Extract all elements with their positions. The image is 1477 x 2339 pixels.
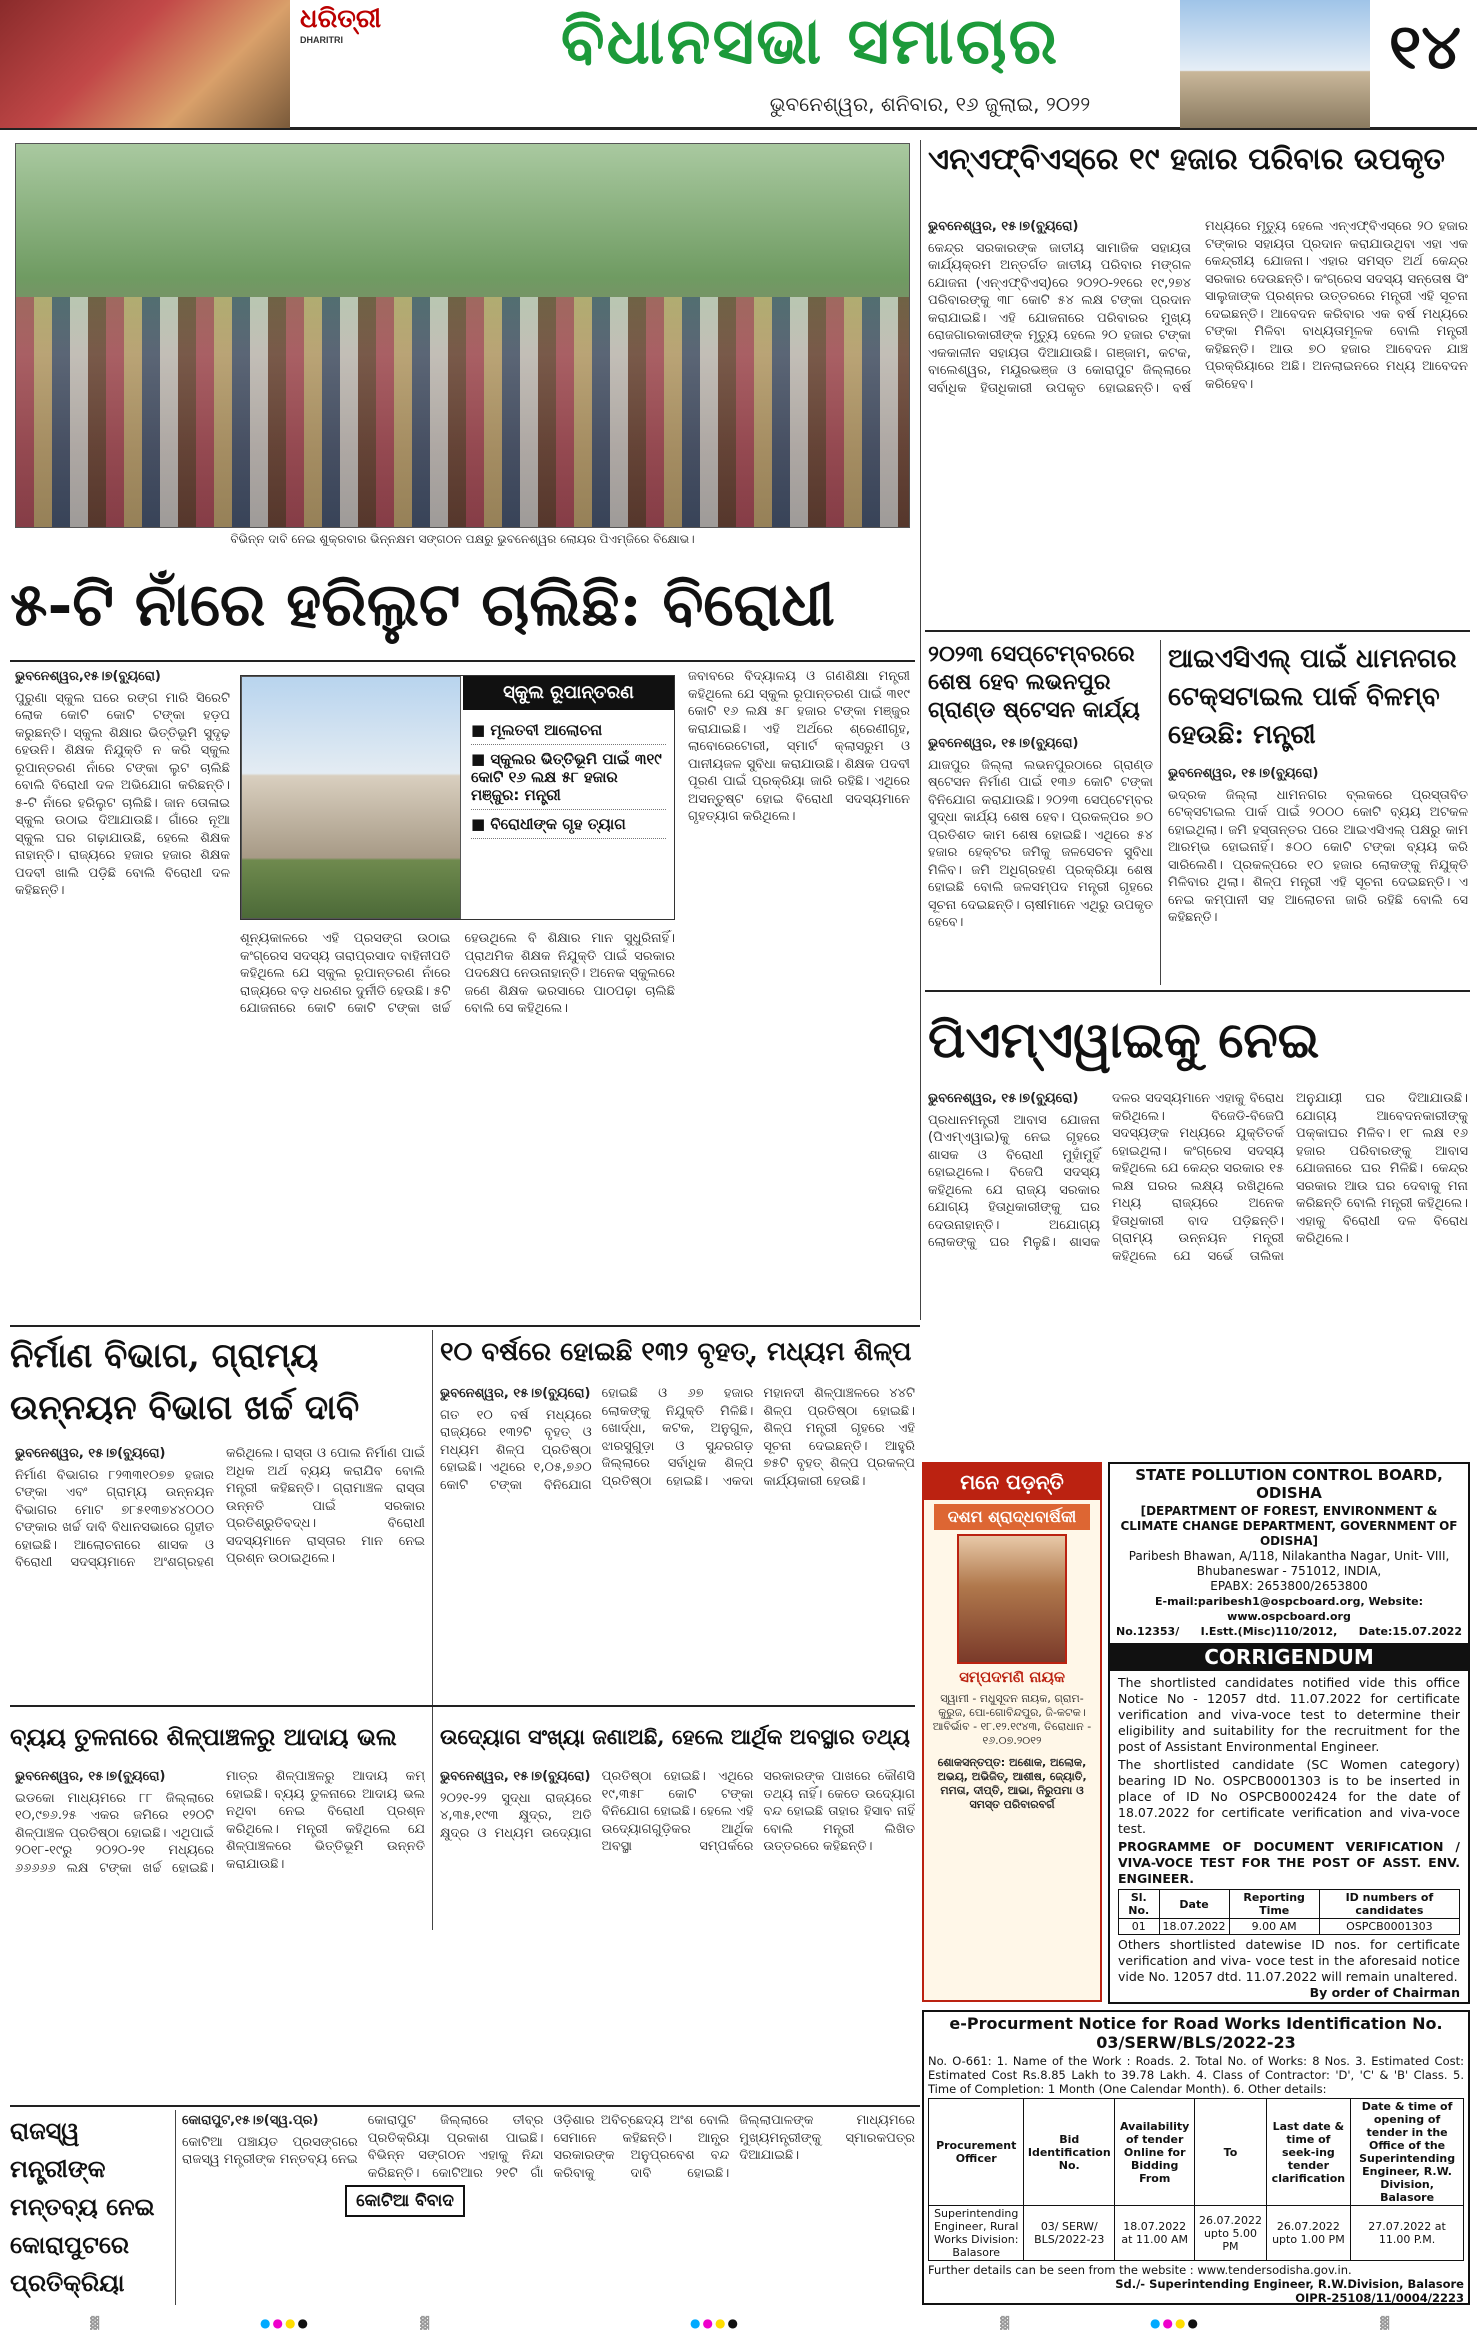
spcb-ref-no: No.12353/ <box>1116 1625 1180 1638</box>
registration-dots: ●●●● <box>260 2316 310 2330</box>
registration-mark: ▓ <box>90 2316 102 2330</box>
spcb-body-1: The shortlisted candidates notified vide this office Notice No - 12057 dtd. 11.07.2022 for certificate verification and viva-voce test to determine their eligibility and suitability for the recruitment for the post of Assistant Environmental Engineer. <box>1118 1675 1460 1754</box>
tender-title: e-Procurment Notice for Road Works Identification No. 03/SERW/BLS/2022-23 <box>949 2014 1443 2052</box>
table-row <box>1119 1919 1460 1935</box>
info-box-list <box>463 710 674 845</box>
info-box-item: ■ ମୂଲତବୀ ଆଲୋଚନା <box>471 716 666 745</box>
memorial-mourners: ଶୋକସନ୍ତପ୍ତ: ଅଶୋକ, ଅଲୋକ, ଅଭୟ, ଅଭିଜିତ୍, ଆଶୀଷ, ଜ୍ୟୋତି, ମମତା, ଦୀପ୍ତି, ଆଭା, ନିରୁପମା ଓ ସମସ୍ତ ପରିବାରବର୍ଗ <box>937 1756 1087 1811</box>
photo-caption: ବିଭିନ୍ନ ଦାବି ନେଇ ଶୁକ୍ରବାର ଭିନ୍ନକ୍ଷମ ସଙ୍ଗଠନ ପକ୍ଷରୁ ଭୁବନେଶ୍ୱର ଲୋୟର ପିଏମ୍‌ଜିରେ ବିକ୍ଷୋଭ। <box>230 532 695 546</box>
pmay-headline: ପିଏମ୍‌ଏୱାଇକୁ ନେଇ <box>928 1010 1320 1069</box>
memorial-ad <box>922 1462 1102 2002</box>
koraput-dateline: କୋରାପୁଟ,୧୫।୭(ସ୍ୱ.ପ୍ର) <box>182 2113 319 2128</box>
kotia-label-box <box>345 2185 465 2217</box>
spcb-schedule-table <box>1118 1889 1460 1935</box>
tender-code: OIPR-25108/11/0004/2223 <box>1295 2291 1464 2305</box>
nirman-article <box>15 1445 425 1700</box>
udyog-dateline: ଭୁବନେଶ୍ୱର, ୧୫।୭(ବ୍ୟୁରୋ) <box>440 1769 591 1784</box>
table-header: ID numbers of candidates <box>1319 1890 1459 1919</box>
pmay-body-1: ପ୍ରଧାନମନ୍ତ୍ରୀ ଆବାସ ଯୋଜନା (ପିଏମ୍‌ଏୱାଇ)କୁ ନେଇ ଗୃହରେ ଶାସକ ଓ ବିରୋଧୀ ମୁହାଁମୁହିଁ ହୋଇଥିଲେ। ବିଜେପି ସଦସ୍ୟ କହିଥିଲେ ଯେ ରାଜ୍ୟ ସରକାର ଯୋଗ୍ୟ ହିତାଧିକାରୀଙ୍କୁ ଘର ଦେଉନାହାନ୍ତି। ଅଯୋଗ୍ୟ ଲୋକଙ୍କୁ ଘର ମିଳୁଛି। ଶାସକ ଦଳର ସଦସ୍ୟମାନେ ଏହାକୁ ବିରୋଧ କରିଥିଲେ। <box>928 1091 1284 1250</box>
lift-body: ଯାଜପୁର ଜିଲ୍ଲା ଲଭନପୁରଠାରେ ଗ୍ରାଣ୍ଡ ଷ୍ଟେସନ ନିର୍ମାଣ ପାଇଁ ୧୩୬ କୋଟି ଟଙ୍କା ବିନିଯୋଗ କରାଯାଉଛି। ୨୦୨୩ ସେପ୍ଟେମ୍ବର ସୁଦ୍ଧା କାର୍ଯ୍ୟ ଶେଷ ହେବ। ପ୍ରକଳ୍ପର ୭୦ ପ୍ରତିଶତ କାମ ଶେଷ ହୋଇଛି। ଏଥିରେ ୫୪ ହଜାର ହେକ୍ଟର ଜମିକୁ ଜଳସେଚନ ସୁବିଧା ମିଳିବ। ଜମି ଅଧିଗ୍ରହଣ ପ୍ରକ୍ରିୟା ଶେଷ ହୋଇଛି ବୋଲି ଜଳସମ୍ପଦ ମନ୍ତ୍ରୀ ଗୃହରେ ସୂଚନା ଦେଇଛନ୍ତି। ଚାଷୀମାନେ ଏଥିରୁ ଉପକୃତ ହେବେ। <box>928 757 1153 930</box>
nirman-dateline: ଭୁବନେଶ୍ୱର, ୧୫।୭(ବ୍ୟୁରୋ) <box>15 1446 166 1461</box>
spcb-ref-date: Date:15.07.2022 <box>1358 1625 1462 1638</box>
table-cell: 03/ SERW/ BLS/2022-23 <box>1024 2206 1115 2261</box>
revenue-article <box>15 1768 425 2098</box>
koraput-body: କୋଟିଆ ପଞ୍ଚାୟତ ପ୍ରସଙ୍ଗରେ ରାଜସ୍ୱ ମନ୍ତ୍ରୀଙ୍କ ମନ୍ତବ୍ୟ ନେଇ କୋରାପୁଟ ଜିଲ୍ଲାରେ ତୀବ୍ର ପ୍ରତିକ୍ରିୟା ପ୍ରକାଶ ପାଇଛି। ବିଭିନ୍ନ ସଙ୍ଗଠନ ଏହାକୁ ନିନ୍ଦା କରିଛନ୍ତି। କୋଟିଆର ୨୧ଟି ଗାଁ ଓଡ଼ିଶାର ଅବିଚ୍ଛେଦ୍ୟ ଅଂଶ ବୋଲି ସେମାନେ କହିଛନ୍ତି। ଆନ୍ଧ୍ର ସରକାରଙ୍କ ଅନୁପ୍ରବେଶ ବନ୍ଦ କରିବାକୁ ଦାବି ହୋଇଛି। ଜିଲ୍ଲାପାଳଙ୍କ ମାଧ୍ୟମରେ ମୁଖ୍ୟମନ୍ତ୍ରୀଙ୍କୁ ସ୍ମାରକପତ୍ର ଦିଆଯାଇଛି। <box>182 2113 915 2181</box>
koraput-article <box>182 2112 915 2302</box>
lift-article <box>928 735 1153 980</box>
dateline: ଭୁବନେଶ୍ୱର, ଶନିବାର, ୧୬ ଜୁଲାଇ, ୨୦୨୨ <box>769 92 1091 116</box>
industry-dateline: ଭୁବନେଶ୍ୱର, ୧୫।୭(ବ୍ୟୁରୋ) <box>440 1386 591 1401</box>
table-cell: 27.07.2022 at 11.00 P.M. <box>1351 2206 1464 2261</box>
revenue-dateline: ଭୁବନେଶ୍ୱର, ୧୫।୭(ବ୍ୟୁରୋ) <box>15 1769 166 1784</box>
registration-mark: ▓ <box>420 2316 432 2330</box>
table-cell: 01 <box>1119 1919 1160 1935</box>
section-title: ବିଧାନସଭା ସମାଚାର <box>560 4 1060 79</box>
table-cell: Superintending Engineer, Rural Works Division: Balasore <box>929 2206 1024 2261</box>
udyog-body: ୨୦୨୧-୨୨ ସୁଦ୍ଧା ରାଜ୍ୟରେ ୪,୩୫,୧୯୩ କ୍ଷୁଦ୍ର, ଅତି କ୍ଷୁଦ୍ର ଓ ମଧ୍ୟମ ଉଦ୍ୟୋଗ ପ୍ରତିଷ୍ଠା ହୋଇଛି। ଏଥିରେ ୧୯,୩୫୮ କୋଟି ଟଙ୍କା ବିନିଯୋଗ ହୋଇଛି। ହେଲେ ଏହି ଉଦ୍ୟୋଗଗୁଡ଼ିକର ଆର୍ଥିକ ଅବସ୍ଥା ସମ୍ପର୍କରେ ସରକାରଙ୍କ ପାଖରେ କୌଣସି ତଥ୍ୟ ନାହିଁ। କେତେ ଉଦ୍ୟୋଗ ବନ୍ଦ ହୋଇଛି ତାହାର ହିସାବ ନାହିଁ ବୋଲି ମନ୍ତ୍ରୀ ଲିଖିତ ଉତ୍ତରରେ କହିଛନ୍ତି। <box>440 1769 915 1854</box>
memorial-occasion: ଦଶମ ଶ୍ରାଦ୍ଧବାର୍ଷିକୀ <box>934 1504 1090 1530</box>
industry-body: ଗତ ୧୦ ବର୍ଷ ମଧ୍ୟରେ ରାଜ୍ୟରେ ୧୩୨ଟି ବୃହତ୍ ଓ ମଧ୍ୟମ ଶିଳ୍ପ ପ୍ରତିଷ୍ଠା ହୋଇଛି। ଏଥିରେ ୧,୦୫,୭୬୦ କୋଟି ଟଙ୍କା ବିନିଯୋଗ ହୋଇଛି ଓ ୬୭ ହଜାର ଲୋକଙ୍କୁ ନିଯୁକ୍ତି ମିଳିଛି। ଖୋର୍ଦ୍ଧା, କଟକ, ଅନୁଗୁଳ, ଝାରସୁଗୁଡ଼ା ଓ ସୁନ୍ଦରଗଡ଼ ଜିଲ୍ଲାରେ ସର୍ବାଧିକ ଶିଳ୍ପ ପ୍ରତିଷ୍ଠା ହୋଇଛି। ଏକଦା ମହାନଦୀ ଶିଳ୍ପାଞ୍ଚଳରେ ୪୪ଟି ଶିଳ୍ପ ପ୍ରତିଷ୍ଠା ହୋଇଛି। ଶିଳ୍ପ ମନ୍ତ୍ରୀ ଗୃହରେ ଏହି ସୂଚନା ଦେଇଛନ୍ତି। ଆହୁରି ୭୫ଟି ବୃହତ୍ ଶିଳ୍ପ ପ୍ରକଳ୍ପ କାର୍ଯ୍ୟକାରୀ ହେଉଛି। <box>440 1386 915 1493</box>
industry-headline: ୧୦ ବର୍ଷରେ ହୋଇଛି ୧୩୨ ବୃହତ୍, ମଧ୍ୟମ ଶିଳ୍ପ <box>440 1337 912 1367</box>
logo-text: ଧରିତ୍ରୀ <box>300 4 382 34</box>
tender-sign: Sd./- Superintending Engineer, R.W.Division, Balasore <box>1115 2277 1464 2291</box>
table-header: Procurement Officer <box>929 2099 1024 2206</box>
spcb-sign-2 <box>1110 2001 1468 2004</box>
pmay-article <box>928 1090 1468 1455</box>
table-cell: 18.07.2022 <box>1159 1919 1229 1935</box>
spcb-ref <box>1110 1624 1468 1639</box>
table-header: Last date & time of seek-ing tender clarification <box>1266 2099 1351 2206</box>
registration-mark: ▓ <box>1380 2316 1392 2330</box>
nfbs-body-2: ବର୍ଷ ମଧ୍ୟରେ ମୃତ୍ୟୁ ହେଲେ ଏନ୍‌ଏଫ୍‌ବିଏସ୍‌ରେ ୨୦ ହଜାର ଟଙ୍କାର ସହାୟତା ପ୍ରଦାନ କରାଯାଉଥିବା ଏହା ଏକ କେନ୍ଦ୍ରୀୟ ଯୋଜନା। ଏହାର ସମସ୍ତ ଅର୍ଥ କେନ୍ଦ୍ର ସରକାର ଦେଉଛନ୍ତି। କଂଗ୍ରେସ ସଦସ୍ୟ ସନ୍ତୋଷ ସିଂ ସାଲୁଜାଙ୍କ ପ୍ରଶ୍ନର ଉତ୍ତରରେ ମନ୍ତ୍ରୀ ଏହି ସୂଚନା ଦେଇଛନ୍ତି। ଆବେଦନ କରିବାର ଏକ ବର୍ଷ ମଧ୍ୟରେ ଟଙ୍କା ମିଳିବା ବାଧ୍ୟତାମୂଳକ ବୋଲି ମନ୍ତ୍ରୀ କହିଛନ୍ତି। ଆଉ ୭୦ ହଜାର ଆବେଦନ ଯାଞ୍ଚ ପ୍ରକ୍ରିୟାରେ ଅଛି। ଅନଲାଇନରେ ମଧ୍ୟ ଆବେଦନ କରିହେବ। <box>1172 219 1468 396</box>
textile-headline: ଆଇଏସିଏଲ୍ ପାଇଁ ଧାମନଗର ଟେକ୍ସଟାଇଲ ପାର୍କ ବିଳମ୍ବ ହେଉଛି: ମନ୍ତ୍ରୀ <box>1168 644 1457 750</box>
table-header: Reporting Time <box>1229 1890 1319 1919</box>
spcb-dept: [DEPARTMENT OF FOREST, ENVIRONMENT & CLIMATE CHANGE DEPARTMENT, GOVERNMENT OF ODISHA] <box>1120 1504 1458 1548</box>
page-number: ୧୪ <box>1388 10 1462 83</box>
spcb-sign-1: By order of Chairman <box>1309 1985 1460 2000</box>
memorial-details: ସ୍ୱାମୀ - ମଧୁସୂଦନ ନାୟକ, ଗ୍ରାମ-କୁରୁଜ, ପୋ-ଗୋବିନ୍ଦପୁର, ଜି-କଟକ। ଆବିର୍ଭାବ - ୧୮.୧୨.୧୯୪୩, ତିରୋଧାନ - ୧୬.୦୭.୨୦୧୨ <box>932 1692 1092 1747</box>
lead-article-col3 <box>688 668 910 1318</box>
revenue-headline: ବ୍ୟୟ ତୁଳନାରେ ଶିଳ୍ପାଞ୍ଚଳରୁ ଆଦାୟ ଭଲ <box>10 1722 397 1751</box>
corrigendum-title: CORRIGENDUM <box>1110 1643 1468 1671</box>
table-cell: 9.00 AM <box>1229 1919 1319 1935</box>
spcb-corrigendum-ad <box>1108 1462 1470 2004</box>
nfbs-dateline: ଭୁବନେଶ୍ୱର, ୧୫।୭(ବ୍ୟୁରୋ) <box>928 219 1079 234</box>
registration-dots: ●●●● <box>690 2316 740 2330</box>
spcb-programme-title: PROGRAMME OF DOCUMENT VERIFICATION / VIVA-VOCE TEST FOR THE POST OF ASST. ENV. ENGINEER. <box>1118 1839 1460 1886</box>
nirman-headline: ନିର୍ମାଣ ବିଭାଗ, ଗ୍ରାମ୍ୟ ଉନ୍ନୟନ ବିଭାଗ ଖର୍ଚ୍ଚ ଦାବି <box>10 1336 360 1428</box>
masthead <box>0 0 1477 130</box>
spcb-email: E-mail:paribesh1@ospcboard.org, Website: www.ospcboard.org <box>1155 1595 1423 1623</box>
kotia-label: କୋଟିଆ ବିବାଦ <box>356 2191 454 2211</box>
lead-body-2: ଶୂନ୍ୟକାଳରେ ଏହି ପ୍ରସଙ୍ଗ ଉଠାଇ କଂଗ୍ରେସ ସଦସ୍ୟ ତାରାପ୍ରସାଦ ବାହିନୀପତି କହିଥିଲେ ଯେ ସ୍କୁଲ ରୂପାନ୍ତରଣ ନାଁରେ ରାଜ୍ୟରେ ବଡ଼ ଧରଣର ଦୁର୍ନୀତି ହେଉଛି। ୫ଟି ଯୋଜନାରେ କୋଟି କୋଟି ଟଙ୍କା ଖର୍ଚ୍ଚ ହେଉଥିଲେ ବି ଶିକ୍ଷାର ମାନ ସୁଧୁରିନାହିଁ। ପ୍ରାଥମିକ ଶିକ୍ଷକ ନିଯୁକ୍ତି ପାଇଁ ସରକାର ପଦକ୍ଷେପ ନେଉନାହାନ୍ତି। ଅନେକ ସ୍କୁଲରେ ଜଣେ ଶିକ୍ଷକ ଭରସାରେ ପାଠପଢ଼ା ଚାଲିଛି ବୋଲି ସେ କହିଥିଲେ। <box>240 931 675 1016</box>
textile-body: ଭଦ୍ରକ ଜିଲ୍ଲା ଧାମନଗର ବ୍ଲକରେ ପ୍ରସ୍ତାବିତ ଟେକ୍ସଟାଇଲ ପାର୍କ ପାଇଁ ୨୦୦୦ କୋଟି ବ୍ୟୟ ଅଟକଳ ହୋଇଥିଲା। ଜମି ହସ୍ତାନ୍ତର ପରେ ଆଇଏସିଏଲ୍ ପକ୍ଷରୁ କାମ ଆରମ୍ଭ ହୋଇନାହିଁ। ୫୦୦ କୋଟି ଟଙ୍କା ବ୍ୟୟ କରି ସାରିଲେଣି। ପ୍ରକଳ୍ପରେ ୧୦ ହଜାର ଲୋକଙ୍କୁ ନିଯୁକ୍ତି ମିଳିବାର ଥିଲା। ଶିଳ୍ପ ମନ୍ତ୍ରୀ ଏହି ସୂଚନା ଦେଇଛନ୍ତି। ଏ ନେଇ କମ୍ପାନୀ ସହ ଆଲୋଚନା ଜାରି ରହିଛି ବୋଲି ସେ କହିଛନ୍ତି। <box>1168 787 1468 925</box>
assembly-building-photo <box>1180 0 1370 128</box>
revenue-body: ଇଡକୋ ମାଧ୍ୟମରେ ୮୮ ଜିଲ୍ଲାରେ ୧୦,୯୭୬.୨୫ ଏକର ଜମିରେ ୧୨୦ଟି ଶିଳ୍ପାଞ୍ଚଳ ପ୍ରତିଷ୍ଠା ହୋଇଛି। ଏଥିପାଇଁ ୨୦୧୮-୧୯ରୁ ୨୦୨୦-୨୧ ମଧ୍ୟରେ ୬୬୬୬୬ ଲକ୍ଷ ଟଙ୍କା ଖର୍ଚ୍ଚ ହୋଇଛି। ମାତ୍ର ଶିଳ୍ପାଞ୍ଚଳରୁ ଆଦାୟ କମ୍ ହୋଇଛି। ବ୍ୟୟ ତୁଳନାରେ ଆଦାୟ ଭଲ ନଥିବା ନେଇ ବିରୋଧୀ ପ୍ରଶ୍ନ କରିଥିଲେ। ମନ୍ତ୍ରୀ କହିଥିଲେ ଯେ ଶିଳ୍ପାଞ୍ଚଳରେ ଭିତ୍ତିଭୂମି ଉନ୍ନତି କରାଯାଉଛି। <box>15 1769 425 1876</box>
spcb-epabx: EPABX: 2653800/2653800 <box>1210 1579 1368 1593</box>
protest-photo <box>15 143 910 528</box>
lead-body-1: ପୁରୁଣା ସ୍କୁଲ ଘରେ ରଙ୍ଗ ମାରି ସିରେଟି ଲୋକ କୋଟି କୋଟି ଟଙ୍କା ହଡ଼ପ କରୁଛନ୍ତି। ସ୍କୁଲ ଶିକ୍ଷାର ଭିତ୍ତିଭୂମି ସୁଦୃଢ଼ ହେଉନି। ଶିକ୍ଷକ ନିଯୁକ୍ତି ନ କରି ସ୍କୁଲ ରୂପାନ୍ତରଣ ନାଁରେ ଟଙ୍କା ଲୁଟ ଚାଲିଛି ବୋଲି ବିରୋଧୀ ଦଳ ଅଭିଯୋଗ କରିଛନ୍ତି। ୫-ଟି ନାଁରେ ହରିଲୁଟ ଚାଲିଛି। ଜାନ ତୋଳାଇ ସ୍କୁଲ ଉଠାଇ ଦିଆଯାଉଛି। ଗାଁରେ ନୂଆ ସ୍କୁଲ ଘର ଗଢ଼ାଯାଉଛି, ହେଲେ ଶିକ୍ଷକ ନାହାନ୍ତି। ରାଜ୍ୟରେ ହଜାର ହଜାର ଶିକ୍ଷକ ପଦବୀ ଖାଲି ପଡ଼ିଛି ବୋଲି ବିରୋଧୀ ଦଳ କହିଛନ୍ତି। <box>15 690 230 898</box>
table-header: To <box>1195 2099 1266 2206</box>
info-box-item: ■ ବିରୋଧୀଙ୍କ ଗୃହ ତ୍ୟାଗ <box>471 810 666 839</box>
registration-dots: ●●●● <box>1150 2316 1200 2330</box>
table-cell: 18.07.2022 at 11.00 AM <box>1115 2206 1195 2261</box>
spcb-body-3: Others shortlisted datewise ID nos. for certificate verification and viva- voce test in the aforesaid notice vide No. 12057 dtd. 11.07.2022 will remain unaltered. <box>1118 1937 1460 1984</box>
textile-dateline: ଭୁବନେଶ୍ୱର, ୧୫।୭(ବ୍ୟୁରୋ) <box>1168 766 1319 781</box>
pmay-dateline: ଭୁବନେଶ୍ୱର, ୧୫।୭(ବ୍ୟୁରୋ) <box>928 1091 1079 1106</box>
spcb-body-2: The shortlisted candidate (SC Women category) bearing ID No. OSPCB0001303 is to be inserted in place of ID No OSPCB0002424 for the date of 18.07.2022 for certificate verification and viva-voce test. <box>1118 1757 1460 1836</box>
nfbs-body-1: କେନ୍ଦ୍ର ସରକାରଙ୍କ ଜାତୀୟ ସାମାଜିକ ସହାୟତା କାର୍ଯ୍ୟକ୍ରମ ଅନ୍ତର୍ଗତ ଜାତୀୟ ପରିବାର ମଙ୍ଗଳ ଯୋଜନା (ଏନ୍‌ଏଫ୍‌ବିଏସ୍)ରେ ୨୦୨୦-୨୧ରେ ୧୯,୨୭୪ ପରିବାରଙ୍କୁ ୩୮ କୋଟି ୫୪ ଲକ୍ଷ ଟଙ୍କା ପ୍ରଦାନ କରାଯାଇଛି। ଏହି ଯୋଜନାରେ ପରିବାରର ମୁଖ୍ୟ ରୋଜଗାରକାରୀଙ୍କ ମୃତ୍ୟୁ ହେଲେ ୨୦ ହଜାର ଟଙ୍କା ଏକକାଳୀନ ସହାୟତା ଦିଆଯାଉଛି। ଗଞ୍ଜାମ, କଟକ, ବାଲେଶ୍ୱର, ମୟୂରଭଞ୍ଜ ଓ କୋରାପୁଟ ଜିଲ୍ଲାରେ ସର୍ବାଧିକ ହିତାଧିକାରୀ ଉପକୃତ ହୋଇଛନ୍ତି। <box>928 240 1191 396</box>
lead-dateline: ଭୁବନେଶ୍ୱର,୧୫।୭(ବ୍ୟୁରୋ) <box>15 669 161 684</box>
tender-table <box>928 2098 1464 2261</box>
nfbs-article <box>928 218 1468 623</box>
lead-article-col2 <box>240 930 675 1320</box>
assembly-photo <box>0 0 290 128</box>
table-row <box>929 2206 1464 2261</box>
lead-body-3: ଜବାବରେ ବିଦ୍ୟାଳୟ ଓ ଗଣଶିକ୍ଷା ମନ୍ତ୍ରୀ କହିଥିଲେ ଯେ ସ୍କୁଲ ରୂପାନ୍ତରଣ ପାଇଁ ୩୧୯ କୋଟି ୧୬ ଲକ୍ଷ ୫୮ ହଜାର ଟଙ୍କା ମଞ୍ଜୁର କରାଯାଇଛି। ଏହି ଅର୍ଥରେ ଶ୍ରେଣୀଗୃହ, ଲାବୋରେଟୋରୀ, ସ୍ମାର୍ଟ କ୍ଲାସରୁମ ଓ ପାନୀୟଜଳ ସୁବିଧା କରାଯାଉଛି। ଶିକ୍ଷକ ପଦବୀ ପୂରଣ ପାଇଁ ପ୍ରକ୍ରିୟା ଜାରି ରହିଛି। ଏଥିରେ ଅସନ୍ତୁଷ୍ଟ ହୋଇ ବିରୋଧୀ ସଦସ୍ୟମାନେ ଗୃହତ୍ୟାଗ କରିଥିଲେ। <box>688 669 910 824</box>
lift-dateline: ଭୁବନେଶ୍ୱର, ୧୫।୭(ବ୍ୟୁରୋ) <box>928 736 1079 751</box>
table-cell: 26.07.2022 upto 5.00 PM <box>1195 2206 1266 2261</box>
assembly-photo-small <box>241 676 461 919</box>
pmay-body-2: ବିଜେଡି-ବିଜେପି ସଦସ୍ୟଙ୍କ ମଧ୍ୟରେ ଯୁକ୍ତିତର୍କ ହୋଇଥିଲା। କଂଗ୍ରେସ ସଦସ୍ୟ କହିଥିଲେ ଯେ କେନ୍ଦ୍ର ସରକାର ୧୫ ଲକ୍ଷ ଘରର ଲକ୍ଷ୍ୟ ରଖିଥିଲେ ମଧ୍ୟ ରାଜ୍ୟରେ ଅନେକ ହିତାଧିକାରୀ ବାଦ ପଡ଼ିଛନ୍ତି। ଗ୍ରାମ୍ୟ ଉନ୍ନୟନ ମନ୍ତ୍ରୀ କହିଥିଲେ ଯେ ସର୍ଭେ ତାଲିକା ଅନୁଯାୟୀ ଘର ଦିଆଯାଉଛି। <box>1112 1091 1468 1264</box>
table-cell: OSPCB0001303 <box>1319 1919 1459 1935</box>
info-box-title: ସ୍କୁଲ ରୂପାନ୍ତରଣ <box>463 676 674 710</box>
industry-article <box>440 1385 915 1700</box>
nirman-body: ନିର୍ମାଣ ବିଭାଗର ୮୨୩୩୧୦୭୭ ହଜାର ଟଙ୍କା ଏବଂ ଗ୍ରାମ୍ୟ ଉନ୍ନୟନ ବିଭାଗର ମୋଟ ୭୮୫୧୩୭୪୪୦୦୦ ଟଙ୍କାର ଖର୍ଚ୍ଚ ଦାବି ବିଧାନସଭାରେ ଗୃହୀତ ହୋଇଛି। ଆଲୋଚନାରେ ଶାସକ ଓ ବିରୋଧୀ ସଦସ୍ୟମାନେ ଅଂଶଗ୍ରହଣ କରିଥିଲେ। ରାସ୍ତା ଓ ପୋଲ ନିର୍ମାଣ ପାଇଁ ଅଧିକ ଅର୍ଥ ବ୍ୟୟ କରାଯିବ ବୋଲି ମନ୍ତ୍ରୀ କହିଛନ୍ତି। ଗ୍ରାମାଞ୍ଚଳ ରାସ୍ତା ଉନ୍ନତି ପାଇଁ ସରକାର ପ୍ରତିଶ୍ରୁତିବଦ୍ଧ। ବିରୋଧୀ ସଦସ୍ୟମାନେ ରାସ୍ତାର ମାନ ନେଇ ପ୍ରଶ୍ନ ଉଠାଇଥିଲେ। <box>15 1446 425 1570</box>
tender-body: No. O-661: 1. Name of the Work : Roads. 2. Total No. of Works: 8 Nos. 3. Estimated Cost: Estimated Cost Rs.8.85 Lakh to 39.78 Lakh. 4. Class of Contractor: 'D', 'C' & 'B' Class. 5. Time of Completion: 1 Month (One Calendar Month). 6. Other details: <box>928 2054 1464 2096</box>
table-header: Bid Identification No. <box>1024 2099 1115 2206</box>
table-header: Date <box>1159 1890 1229 1919</box>
info-box-item: ■ ସ୍କୁଲର ଭିତ୍ତିଭୂମି ପାଇଁ ୩୧୯ କୋଟି ୧୬ ଲକ୍ଷ ୫୮ ହଜାର ମଞ୍ଜୁର: ମନ୍ତ୍ରୀ <box>471 745 666 810</box>
udyog-article <box>440 1768 915 2098</box>
school-info-box <box>240 675 675 920</box>
spcb-address: Paribesh Bhawan, A/118, Nilakantha Nagar, Unit- VIII, Bhubaneswar - 751012, INDIA, <box>1128 1549 1450 1578</box>
nfbs-headline: ଏନ୍‌ଏଫ୍‌ବିଏସ୍‌ରେ ୧୯ ହଜାର ପରିବାର ଉପକୃତ <box>928 143 1445 177</box>
registration-mark: ▓ <box>1000 2316 1012 2330</box>
udyog-headline: ଉଦ୍ୟୋଗ ସଂଖ୍ୟା ଜଣାଅଛି, ହେଲେ ଆର୍ଥିକ ଅବସ୍ଥାର ତଥ୍ୟ <box>440 1724 910 1749</box>
newspaper-logo <box>300 4 420 44</box>
lead-article-col1 <box>15 668 230 1318</box>
logo-subtext: DHARITRI <box>300 35 343 45</box>
memorial-name: ସମ୍ପଦମଣି ନାୟକ <box>959 1668 1065 1686</box>
table-header: Sl. No. <box>1119 1890 1160 1919</box>
spcb-ref-code: I.Estt.(Misc)110/2012, <box>1200 1625 1338 1638</box>
protest-crowd <box>16 297 909 527</box>
lead-headline: ୫-ଟି ନାଁରେ ହରିଲୁଟ ଚାଲିଛି: ବିରୋଧୀ <box>10 570 835 640</box>
spcb-org: STATE POLLUTION CONTROL BOARD, ODISHA <box>1135 1466 1443 1502</box>
koraput-headline: ରାଜସ୍ୱ ମନ୍ତ୍ରୀଙ୍କ ମନ୍ତବ୍ୟ ନେଇ କୋରାପୁଟରେ ପ୍ରତିକ୍ରିୟା <box>10 2116 155 2297</box>
memorial-header: ମନେ ପଡ଼ନ୍ତି <box>924 1464 1100 1500</box>
tender-notice-ad <box>922 2010 1470 2305</box>
table-header: Availability of tender Online for Bidding From <box>1115 2099 1195 2206</box>
table-cell: 26.07.2022 upto 1.00 PM <box>1266 2206 1351 2261</box>
tender-website: Further details can be seen from the website : www.tendersodisha.gov.in. <box>928 2263 1352 2277</box>
memorial-portrait <box>957 1534 1067 1664</box>
print-registration-bar <box>0 2312 1477 2339</box>
lift-headline: ୨୦୨୩ ସେପ୍ଟେମ୍ବରରେ ଶେଷ ହେବ ଲଭନପୁର ଗ୍ରାଣ୍ଡ ଷ୍ଟେସନ କାର୍ଯ୍ୟ <box>928 641 1140 723</box>
table-header: Date & time of opening of tender in the Office of the Superintending Engineer, R.W. Division, Balasore <box>1351 2099 1464 2206</box>
pmay-body-3: ଯୋଗ୍ୟ ଆବେଦନକାରୀଙ୍କୁ ପକ୍କାଘର ମିଳିବ। ୧୮ ଲକ୍ଷ ୧୬ ହଜାର ପରିବାରଙ୍କୁ ଆବାସ ଯୋଜନାରେ ଘର ମିଳିଛି। କେନ୍ଦ୍ର ସରକାର ଆଉ ଘର ଦେବାକୁ ମନା କରିଛନ୍ତି ବୋଲି ମନ୍ତ୍ରୀ କହିଥିଲେ। ଏହାକୁ ବିରୋଧୀ ଦଳ ବିରୋଧ କରିଥିଲେ। <box>1296 1108 1468 1246</box>
textile-article <box>1168 765 1468 980</box>
